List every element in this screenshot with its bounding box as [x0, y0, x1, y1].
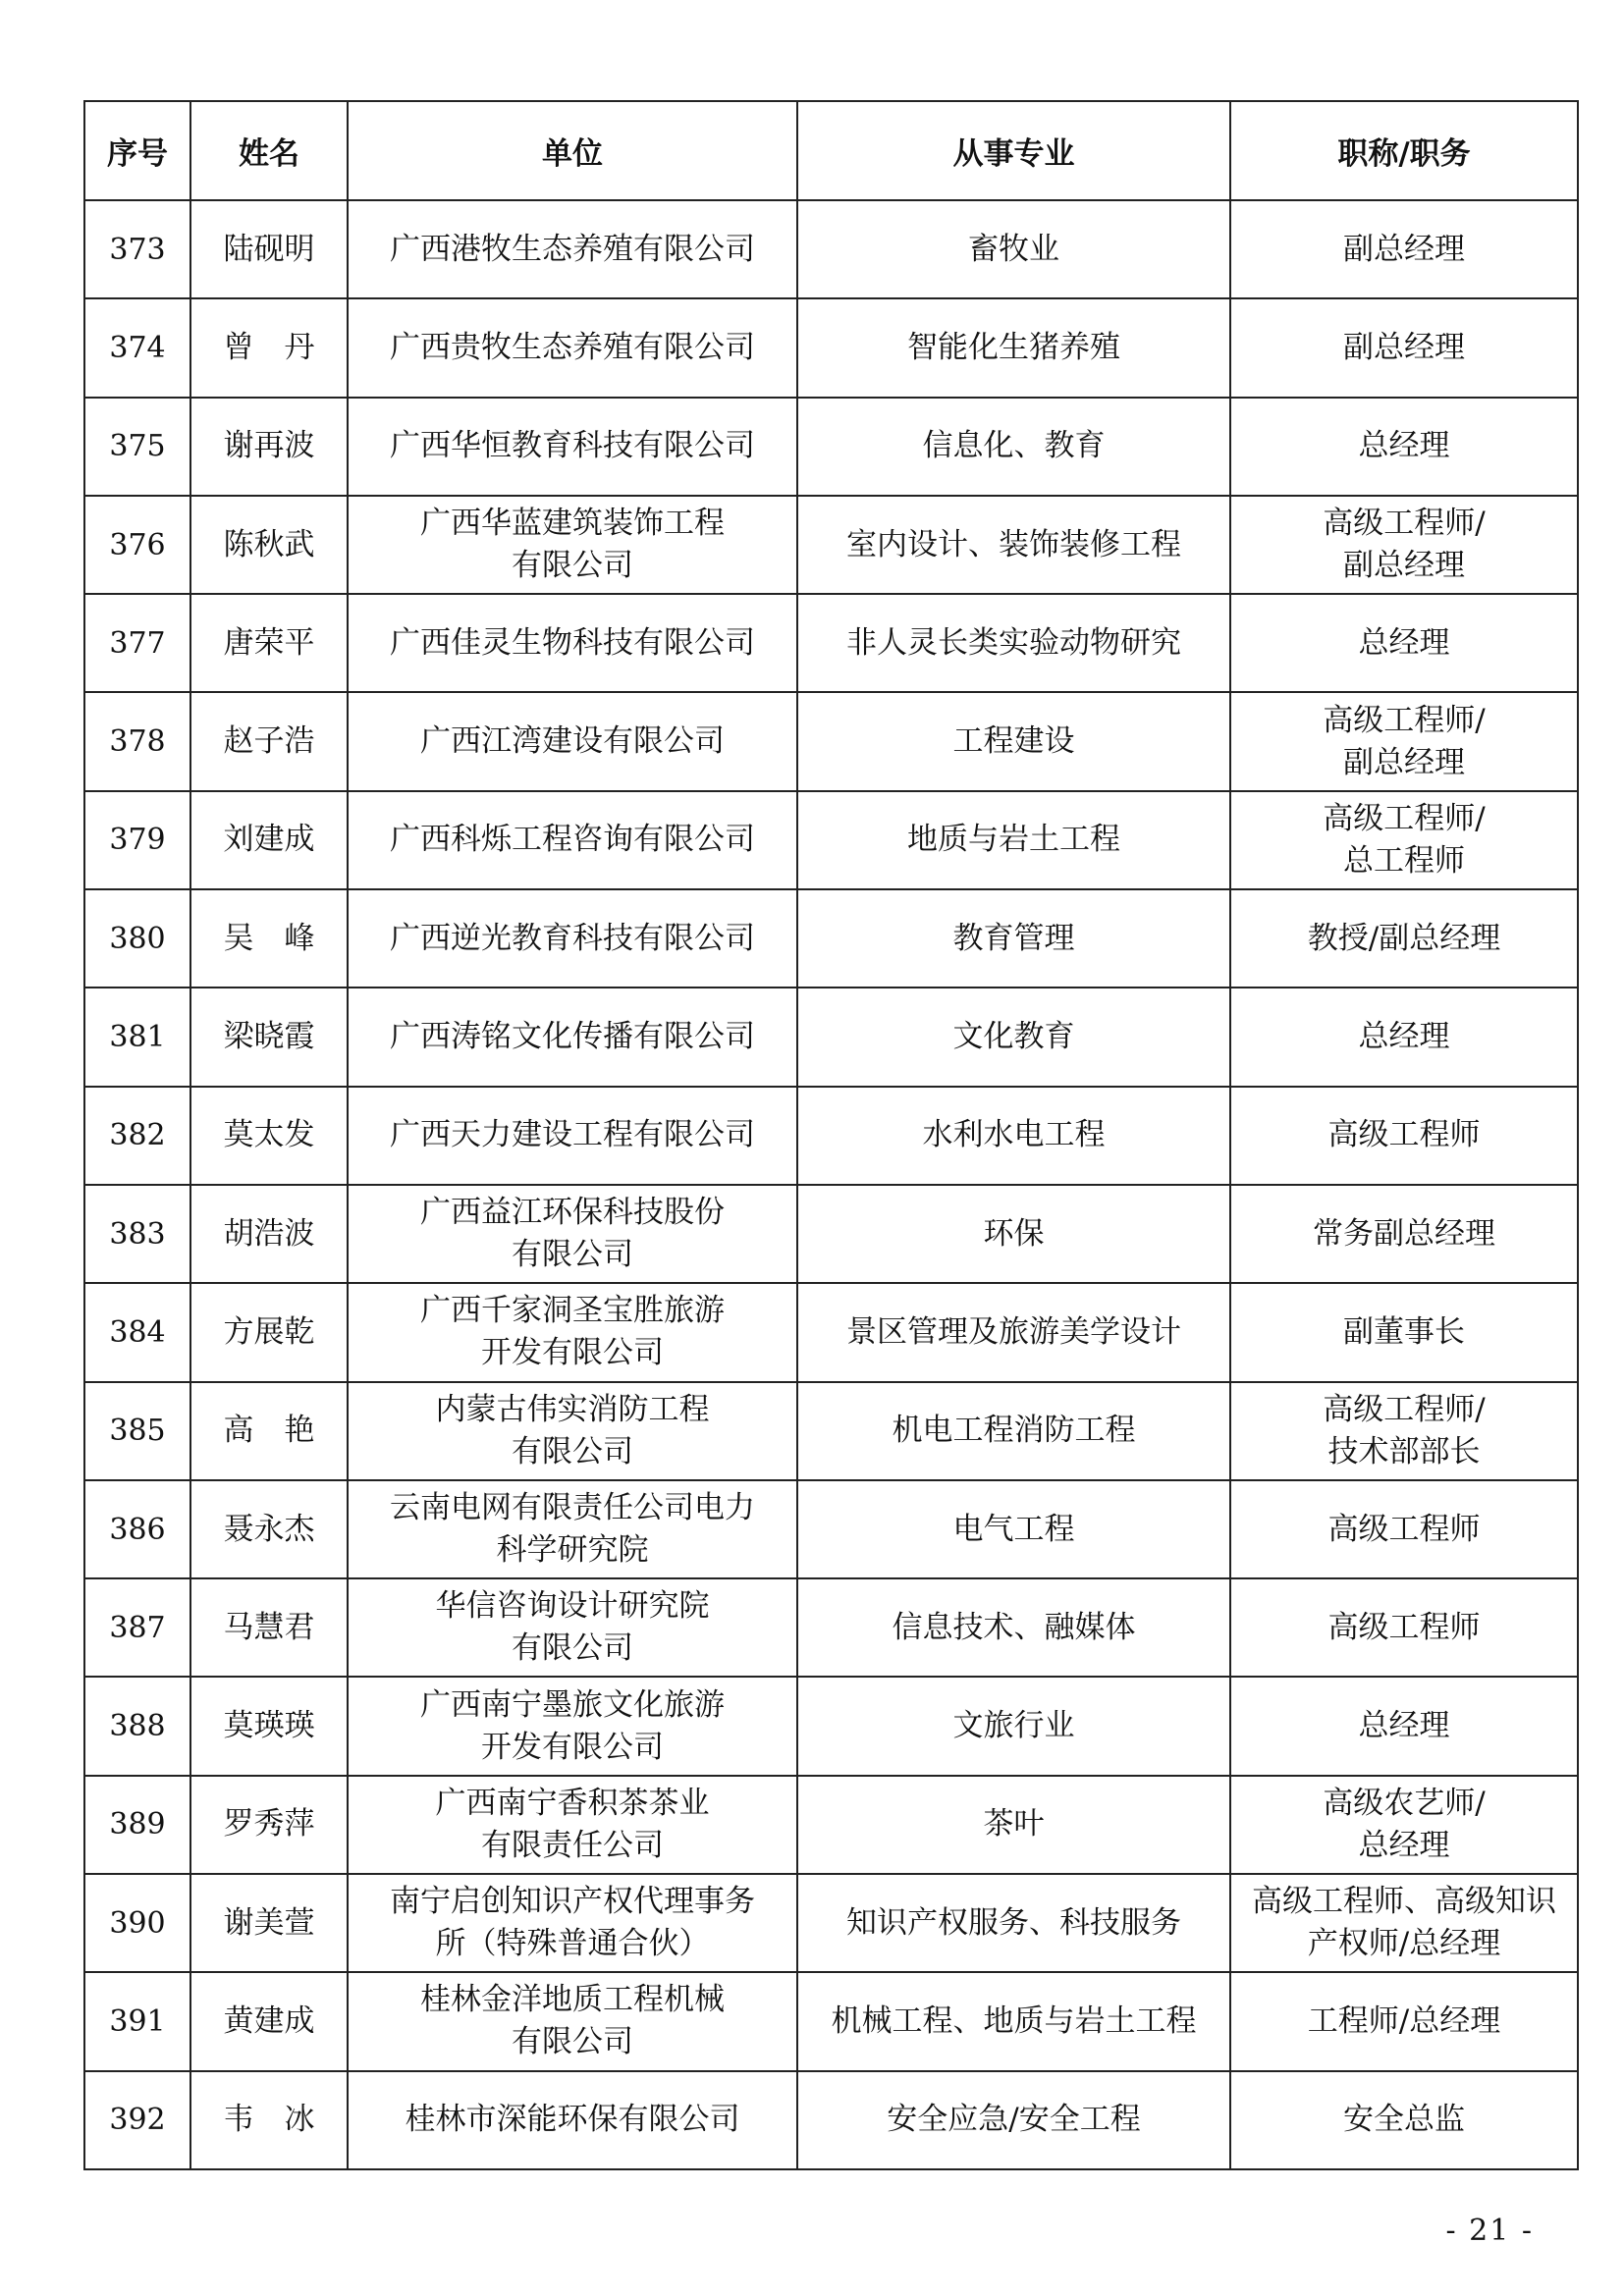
header-no: 序号	[84, 101, 190, 200]
table-row	[84, 1677, 1578, 1775]
cell-title	[1230, 889, 1578, 988]
cell-name	[190, 2071, 348, 2169]
cell-unit-text: 广西南宁墨旅文化旅游 开发有限公司	[420, 1686, 725, 1765]
cell-major	[797, 594, 1230, 692]
cell-unit-text: 广西港牧生态养殖有限公司	[390, 231, 755, 267]
cell-no-text: 377	[109, 625, 166, 661]
cell-title-text: 高级工程师/ 总工程师	[1323, 800, 1486, 879]
cell-title-text: 安全总监	[1343, 2102, 1465, 2138]
cell-no	[84, 1283, 190, 1381]
cell-major	[797, 692, 1230, 790]
cell-name	[190, 1087, 348, 1185]
cell-unit-text: 广西涛铭文化传播有限公司	[390, 1019, 755, 1055]
cell-name-text: 吴 峰	[223, 920, 315, 956]
cell-unit	[348, 1283, 797, 1381]
cell-title-text: 副总经理	[1343, 329, 1465, 365]
cell-no-text: 382	[109, 1118, 166, 1153]
table-row	[84, 1185, 1578, 1283]
cell-name	[190, 1578, 348, 1677]
cell-major	[797, 1087, 1230, 1185]
cell-title-text: 总经理	[1358, 1019, 1450, 1055]
cell-unit	[348, 1382, 797, 1480]
cell-no	[84, 1677, 190, 1775]
cell-name-text: 胡浩波	[223, 1215, 315, 1252]
cell-unit-text: 广西贵牧生态养殖有限公司	[390, 329, 755, 365]
cell-title-text: 总经理	[1358, 428, 1450, 464]
cell-no	[84, 398, 190, 496]
cell-title-text: 常务副总经理	[1313, 1215, 1495, 1252]
cell-unit	[348, 2071, 797, 2169]
cell-name-text: 聂永杰	[223, 1511, 315, 1547]
cell-unit	[348, 1087, 797, 1185]
cell-name	[190, 1480, 348, 1578]
cell-name	[190, 1382, 348, 1480]
cell-major-text: 机械工程、地质与岩土工程	[831, 2002, 1197, 2039]
cell-major-text: 茶叶	[983, 1806, 1045, 1842]
cell-no	[84, 200, 190, 298]
cell-name	[190, 1776, 348, 1874]
cell-no	[84, 496, 190, 594]
cell-major	[797, 1283, 1230, 1381]
cell-title	[1230, 692, 1578, 790]
cell-name	[190, 791, 348, 889]
cell-title-text: 高级工程师	[1327, 1511, 1481, 1547]
cell-unit-text: 云南电网有限责任公司电力 科学研究院	[390, 1490, 755, 1568]
cell-major-text: 环保	[983, 1215, 1045, 1252]
cell-title	[1230, 398, 1578, 496]
table-row	[84, 791, 1578, 889]
cell-no-text: 375	[109, 429, 166, 464]
cell-name-text: 唐荣平	[223, 624, 315, 661]
cell-major	[797, 889, 1230, 988]
cell-name-text: 莫瑛瑛	[223, 1708, 315, 1744]
cell-no	[84, 1578, 190, 1677]
cell-unit-text: 广西佳灵生物科技有限公司	[390, 624, 755, 661]
cell-name	[190, 692, 348, 790]
cell-unit-text: 广西天力建设工程有限公司	[390, 1117, 755, 1153]
cell-name	[190, 200, 348, 298]
cell-unit	[348, 1874, 797, 1972]
cell-title	[1230, 1578, 1578, 1677]
cell-major-text: 智能化生猪养殖	[907, 329, 1120, 365]
cell-unit-text: 广西科烁工程咨询有限公司	[390, 822, 755, 858]
cell-no	[84, 889, 190, 988]
cell-major-text: 文化教育	[952, 1019, 1075, 1055]
cell-title-text: 总经理	[1358, 624, 1450, 661]
cell-name-text: 马慧君	[223, 1609, 315, 1645]
cell-major	[797, 1382, 1230, 1480]
table-row	[84, 988, 1578, 1086]
cell-unit	[348, 988, 797, 1086]
header-name: 姓名	[190, 101, 348, 200]
table-row	[84, 692, 1578, 790]
page-number: - 21 -	[1445, 2214, 1534, 2248]
cell-major-text: 教育管理	[952, 920, 1075, 956]
cell-unit	[348, 1972, 797, 2070]
cell-no-text: 376	[109, 527, 166, 562]
cell-no-text: 383	[109, 1216, 166, 1252]
table-row	[84, 1480, 1578, 1578]
cell-no-text: 389	[109, 1807, 166, 1842]
cell-no	[84, 1480, 190, 1578]
table-row	[84, 398, 1578, 496]
cell-title-text: 高级工程师	[1327, 1117, 1481, 1153]
cell-no	[84, 1972, 190, 2070]
table-row	[84, 1972, 1578, 2070]
cell-title	[1230, 1677, 1578, 1775]
cell-major	[797, 2071, 1230, 2169]
personnel-table	[83, 100, 1579, 2170]
cell-title	[1230, 594, 1578, 692]
cell-title	[1230, 496, 1578, 594]
cell-title-text: 教授/副总经理	[1307, 920, 1501, 956]
cell-name	[190, 1874, 348, 1972]
cell-name-text: 韦 冰	[223, 2102, 315, 2138]
cell-title-text: 高级工程师/ 副总经理	[1323, 506, 1486, 584]
cell-major-text: 电气工程	[952, 1511, 1075, 1547]
cell-name-text: 赵子浩	[223, 723, 315, 760]
table-row	[84, 1283, 1578, 1381]
cell-major	[797, 398, 1230, 496]
cell-title	[1230, 1382, 1578, 1480]
cell-name-text: 莫太发	[223, 1117, 315, 1153]
cell-name	[190, 988, 348, 1086]
table-body	[84, 200, 1578, 2169]
cell-unit	[348, 398, 797, 496]
cell-major-text: 信息化、教育	[922, 428, 1106, 464]
cell-major-text: 工程建设	[952, 723, 1075, 760]
cell-no	[84, 1776, 190, 1874]
cell-title-text: 副总经理	[1343, 231, 1465, 267]
cell-unit	[348, 791, 797, 889]
cell-no	[84, 2071, 190, 2169]
cell-title	[1230, 200, 1578, 298]
cell-title	[1230, 298, 1578, 397]
table-row	[84, 1578, 1578, 1677]
header-unit: 单位	[348, 101, 797, 200]
cell-unit	[348, 889, 797, 988]
cell-major	[797, 1480, 1230, 1578]
cell-major-text: 景区管理及旅游美学设计	[846, 1313, 1181, 1350]
cell-major	[797, 1874, 1230, 1972]
cell-title	[1230, 988, 1578, 1086]
cell-name-text: 谢美萱	[223, 1904, 315, 1941]
cell-major-text: 室内设计、装饰装修工程	[846, 526, 1181, 562]
cell-no-text: 391	[109, 2003, 166, 2039]
cell-title-text: 高级工程师/ 技术部部长	[1323, 1391, 1486, 1469]
cell-name-text: 罗秀萍	[223, 1806, 315, 1842]
cell-title	[1230, 1776, 1578, 1874]
cell-title-text: 高级工程师、高级知识 产权师/总经理	[1252, 1884, 1556, 1962]
cell-major-text: 知识产权服务、科技服务	[846, 1904, 1181, 1941]
cell-unit-text: 广西南宁香积茶茶业 有限责任公司	[435, 1785, 710, 1863]
cell-unit	[348, 496, 797, 594]
cell-name	[190, 889, 348, 988]
cell-unit	[348, 594, 797, 692]
cell-major-text: 畜牧业	[968, 231, 1059, 267]
cell-name-text: 谢再波	[223, 428, 315, 464]
cell-unit-text: 广西千家洞圣宝胜旅游 开发有限公司	[420, 1293, 725, 1371]
cell-no	[84, 1087, 190, 1185]
cell-major-text: 安全应急/安全工程	[887, 2102, 1141, 2138]
cell-name	[190, 298, 348, 397]
cell-title	[1230, 791, 1578, 889]
cell-name-text: 方展乾	[223, 1313, 315, 1350]
cell-title	[1230, 2071, 1578, 2169]
cell-no-text: 385	[109, 1414, 166, 1449]
cell-name-text: 黄建成	[223, 2002, 315, 2039]
cell-major	[797, 1185, 1230, 1283]
cell-no-text: 387	[109, 1610, 166, 1645]
cell-unit	[348, 1578, 797, 1677]
table-row	[84, 889, 1578, 988]
cell-major	[797, 1776, 1230, 1874]
cell-name	[190, 1283, 348, 1381]
cell-no-text: 381	[109, 1020, 166, 1055]
cell-major	[797, 988, 1230, 1086]
cell-no	[84, 1382, 190, 1480]
cell-major-text: 水利水电工程	[922, 1117, 1106, 1153]
cell-major-text: 信息技术、融媒体	[892, 1609, 1136, 1645]
cell-no	[84, 692, 190, 790]
cell-unit-text: 桂林金洋地质工程机械 有限公司	[420, 1982, 725, 2060]
table-row	[84, 2071, 1578, 2169]
cell-unit-text: 广西华恒教育科技有限公司	[390, 428, 755, 464]
cell-name-text: 曾 丹	[223, 329, 315, 365]
cell-title	[1230, 1087, 1578, 1185]
cell-major-text: 地质与岩土工程	[907, 822, 1120, 858]
cell-major	[797, 1972, 1230, 2070]
cell-title-text: 总经理	[1358, 1708, 1450, 1744]
cell-unit	[348, 1776, 797, 1874]
header-title: 职称/职务	[1230, 101, 1578, 200]
cell-major	[797, 200, 1230, 298]
header-major: 从事专业	[797, 101, 1230, 200]
cell-title	[1230, 1185, 1578, 1283]
cell-no-text: 378	[109, 724, 166, 760]
cell-major-text: 机电工程消防工程	[892, 1413, 1136, 1449]
cell-unit	[348, 692, 797, 790]
cell-unit-text: 桂林市深能环保有限公司	[405, 2102, 740, 2138]
cell-no-text: 392	[109, 2103, 166, 2138]
cell-name	[190, 1185, 348, 1283]
cell-no-text: 388	[109, 1709, 166, 1744]
cell-major	[797, 496, 1230, 594]
cell-unit-text: 广西江湾建设有限公司	[420, 723, 725, 760]
cell-unit	[348, 1677, 797, 1775]
cell-title	[1230, 1874, 1578, 1972]
table-row	[84, 298, 1578, 397]
cell-name-text: 梁晓霞	[223, 1019, 315, 1055]
cell-title-text: 工程师/总经理	[1307, 2002, 1501, 2039]
cell-no-text: 379	[109, 823, 166, 858]
cell-name	[190, 496, 348, 594]
cell-title	[1230, 1972, 1578, 2070]
cell-name	[190, 1972, 348, 2070]
cell-unit-text: 广西益江环保科技股份 有限公司	[420, 1195, 725, 1273]
cell-major	[797, 1578, 1230, 1677]
cell-major	[797, 791, 1230, 889]
cell-major	[797, 298, 1230, 397]
cell-title-text: 高级农艺师/ 总经理	[1323, 1785, 1486, 1863]
table-row	[84, 594, 1578, 692]
cell-no	[84, 1185, 190, 1283]
cell-unit-text: 南宁启创知识产权代理事务 所（特殊普通合伙）	[390, 1884, 755, 1962]
cell-no-text: 374	[109, 330, 166, 365]
table-row	[84, 1776, 1578, 1874]
cell-name	[190, 594, 348, 692]
cell-name-text: 刘建成	[223, 822, 315, 858]
cell-no	[84, 594, 190, 692]
cell-name-text: 陈秋武	[223, 526, 315, 562]
cell-name	[190, 398, 348, 496]
cell-no	[84, 1874, 190, 1972]
cell-major	[797, 1677, 1230, 1775]
cell-no	[84, 298, 190, 397]
cell-unit	[348, 1480, 797, 1578]
cell-no-text: 373	[109, 232, 166, 267]
table-header-row	[84, 101, 1578, 200]
cell-title-text: 高级工程师/ 副总经理	[1323, 702, 1486, 780]
cell-unit-text: 内蒙古伟实消防工程 有限公司	[435, 1391, 710, 1469]
cell-unit-text: 华信咨询设计研究院 有限公司	[435, 1588, 710, 1667]
cell-title	[1230, 1480, 1578, 1578]
cell-no	[84, 791, 190, 889]
cell-no-text: 390	[109, 1905, 166, 1941]
cell-unit	[348, 298, 797, 397]
cell-title-text: 副董事长	[1343, 1313, 1465, 1350]
table-row	[84, 200, 1578, 298]
table-row	[84, 1874, 1578, 1972]
cell-unit	[348, 200, 797, 298]
cell-no-text: 386	[109, 1512, 166, 1547]
cell-major-text: 非人灵长类实验动物研究	[846, 624, 1181, 661]
cell-no-text: 384	[109, 1314, 166, 1350]
table-row	[84, 1087, 1578, 1185]
cell-name-text: 高 艳	[223, 1413, 315, 1449]
cell-unit-text: 广西华蓝建筑装饰工程 有限公司	[420, 506, 725, 584]
cell-major-text: 文旅行业	[952, 1708, 1075, 1744]
cell-no	[84, 988, 190, 1086]
cell-name	[190, 1677, 348, 1775]
cell-title	[1230, 1283, 1578, 1381]
cell-name-text: 陆砚明	[223, 231, 315, 267]
cell-unit-text: 广西逆光教育科技有限公司	[390, 920, 755, 956]
table-row	[84, 1382, 1578, 1480]
cell-no-text: 380	[109, 921, 166, 956]
cell-unit	[348, 1185, 797, 1283]
cell-title-text: 高级工程师	[1327, 1609, 1481, 1645]
table-row	[84, 496, 1578, 594]
